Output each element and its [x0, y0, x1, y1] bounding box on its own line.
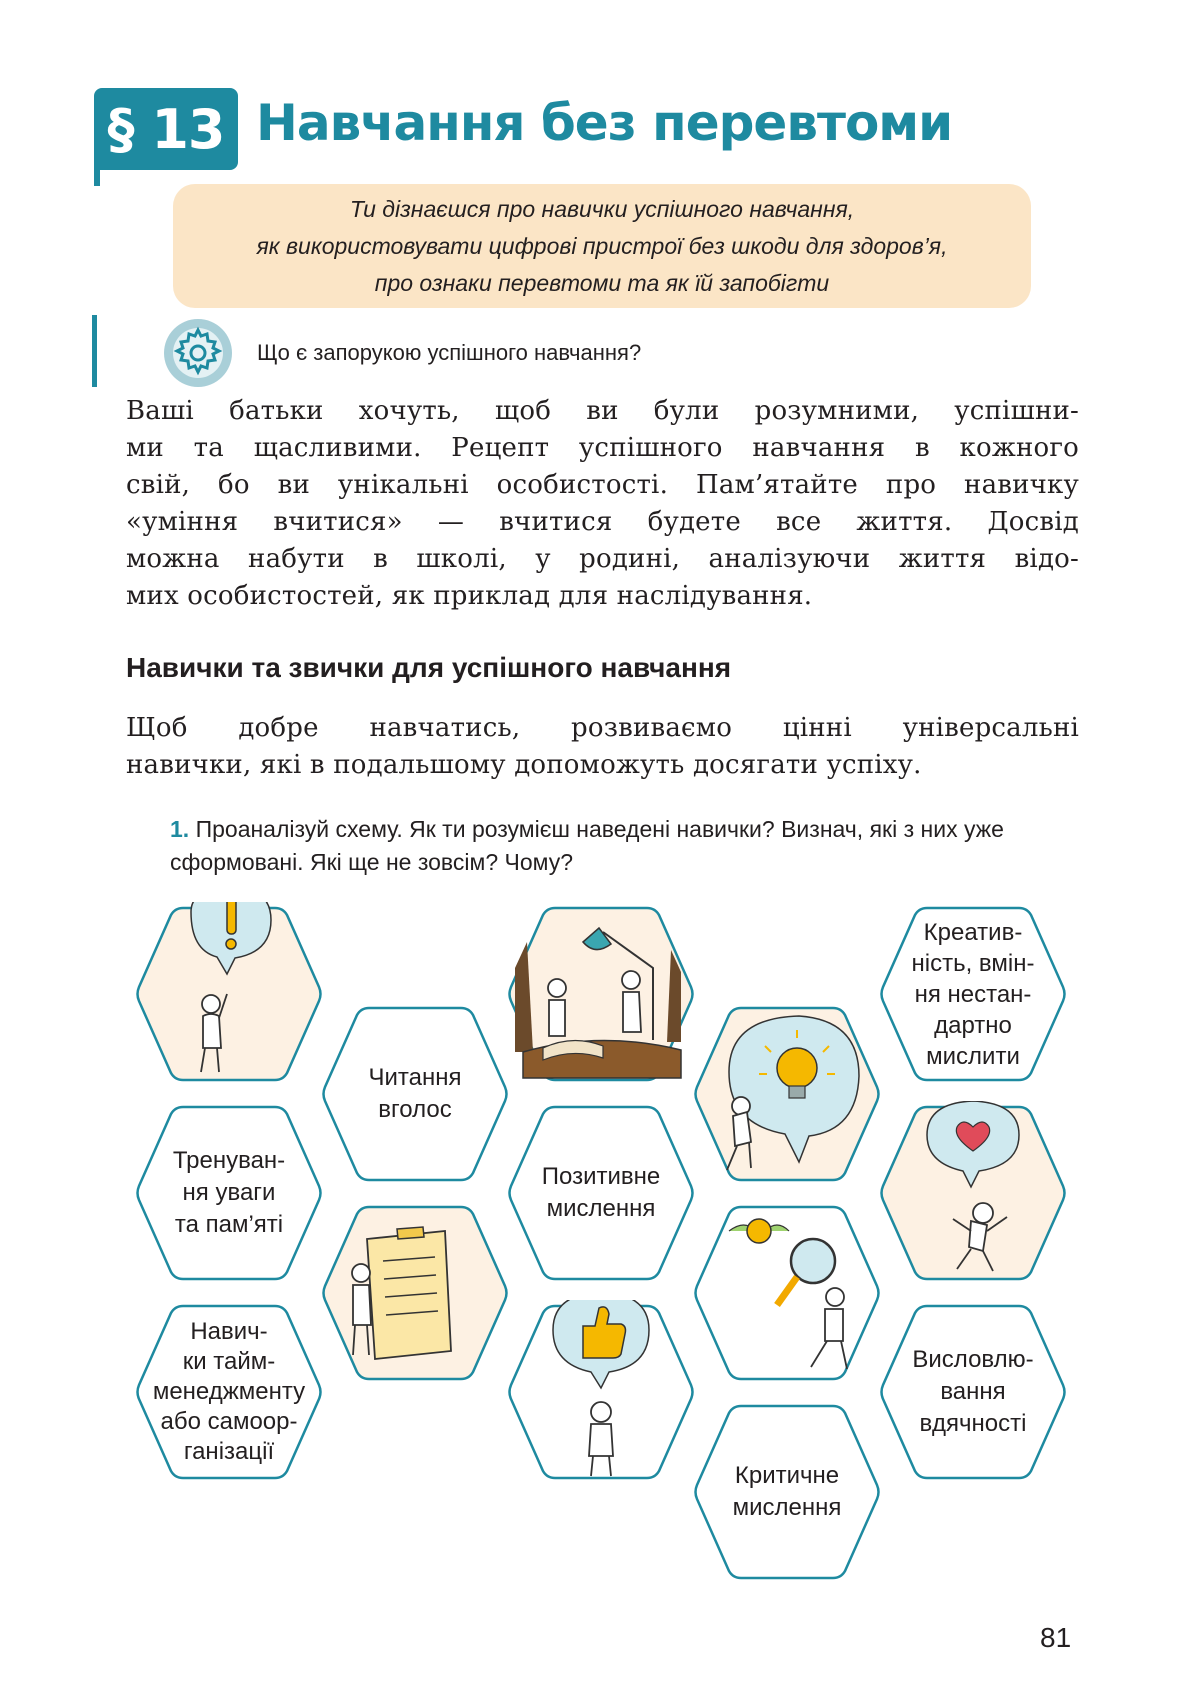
- paragraph-line: навички, які в подальшому допоможуть досягати успіху.: [126, 750, 922, 780]
- skill-hex-positive: [503, 1101, 699, 1285]
- paragraph: [126, 710, 1079, 784]
- lightbulb-icon: [689, 1002, 885, 1186]
- thumbs-up-icon: [503, 1300, 699, 1484]
- intro-line: як використовувати цифрові пристрої без шкоди для здоров’я,: [256, 232, 948, 259]
- skill-label-line: або самоор-: [160, 1408, 298, 1435]
- section-number: § 13: [107, 97, 225, 161]
- notes-icon: [317, 1201, 513, 1385]
- skill-label-line: вдячності: [919, 1410, 1027, 1437]
- skill-label-line: ганізації: [183, 1438, 275, 1465]
- paragraph-line: свій, бо ви унікальні особистості. Пам’ятайте про навичку: [126, 470, 1079, 500]
- skill-label: [325, 1002, 505, 1186]
- skill-label-line: мислення: [732, 1494, 842, 1521]
- skill-hex-thumbs: [503, 1300, 699, 1484]
- skill-label: [883, 1300, 1063, 1484]
- desk-lamp-icon: [503, 902, 699, 1086]
- skill-label-line: ність, вмін-: [911, 949, 1035, 977]
- page-number: 81: [1040, 1622, 1072, 1653]
- task-text: Проаналізуй схему. Як ти розумієш наведені навички? Визнач, які з них уже сформовані. Які ще не зовсім? Чому?: [170, 816, 1004, 875]
- task-number: 1.: [170, 816, 190, 842]
- skill-label-line: мислення: [546, 1195, 656, 1222]
- skill-label-line: Позитивне: [541, 1163, 661, 1190]
- intro-line: Ти дізнаєшся про навички успішного навчання,: [349, 195, 855, 222]
- skill-hex-creativity: [875, 902, 1071, 1086]
- skill-label: [511, 1101, 691, 1285]
- paragraph-line: мих особистостей, як приклад для наслідування.: [126, 581, 813, 611]
- paragraph-line: можна набути в школі, у родині, аналізуючи життя відо-: [126, 544, 1079, 574]
- paragraph-line: ми та щасливими. Рецепт успішного навчання в кожного: [126, 433, 1079, 463]
- skill-label-line: та пам’яті: [174, 1211, 284, 1238]
- skill-label: [139, 1101, 319, 1285]
- skill-label-line: вання: [940, 1378, 1006, 1405]
- skill-hex-time-management: [131, 1300, 327, 1484]
- skill-label: [883, 902, 1063, 1086]
- skill-label-line: ня уваги: [182, 1179, 276, 1206]
- heart-icon: [875, 1101, 1071, 1285]
- skill-hex-notes: [317, 1201, 513, 1385]
- paragraph-line: Ваші батьки хочуть, щоб ви були розумними, успішни-: [126, 396, 1079, 426]
- skill-label-line: Висловлю-: [912, 1346, 1034, 1373]
- skill-hex-attention: [131, 1101, 327, 1285]
- skill-hex-heart: [875, 1101, 1071, 1285]
- section-badge: [94, 88, 238, 170]
- skill-hex-magnifier: [689, 1201, 885, 1385]
- skill-label-line: Читання: [368, 1064, 462, 1091]
- question-bar: [92, 315, 97, 387]
- skill-label-line: дартно: [934, 1011, 1012, 1039]
- skill-hex-reading: [317, 1002, 513, 1186]
- intro-box: [173, 184, 1031, 308]
- paragraph: [126, 393, 1079, 615]
- skill-label-line: менеджменту: [152, 1378, 306, 1405]
- intro-line: про ознаки перевтоми та як їй запобігти: [374, 269, 830, 296]
- skill-label: [697, 1400, 877, 1584]
- skill-hex-exclamation: [131, 902, 327, 1086]
- badge-tail: [94, 168, 100, 186]
- skill-label-line: Тренуван-: [172, 1147, 286, 1174]
- paragraph-line: «уміння вчитися» — вчитися будете все життя. Досвід: [126, 507, 1079, 537]
- page-title: Навчання без перевтоми: [256, 94, 953, 152]
- question-text: Що є запорукою успішного навчання?: [257, 340, 642, 365]
- skill-label-line: Критичне: [734, 1462, 840, 1489]
- magnifier-icon: [689, 1201, 885, 1385]
- skill-hex-desk: [503, 902, 699, 1086]
- gear-icon: [163, 318, 233, 388]
- task: [170, 813, 1079, 879]
- skill-label-line: ня нестан-: [914, 980, 1032, 1008]
- skill-hex-bulb: [689, 1002, 885, 1186]
- skill-label-line: вголос: [378, 1096, 452, 1123]
- skill-hex-critical: [689, 1400, 885, 1584]
- skill-label-line: ки тайм-: [182, 1348, 276, 1375]
- skill-label-line: мислити: [926, 1042, 1020, 1070]
- exclamation-icon: [131, 902, 327, 1086]
- skill-label-line: Навич-: [190, 1318, 268, 1345]
- skill-hex-gratitude: [875, 1300, 1071, 1484]
- subheading: Навички та звички для успішного навчання: [126, 652, 732, 683]
- skill-label-line: Креатив-: [923, 918, 1023, 946]
- paragraph-line: Щоб добре навчатись, розвиваємо цінні універсальні: [126, 713, 1079, 743]
- skill-label: [139, 1300, 319, 1484]
